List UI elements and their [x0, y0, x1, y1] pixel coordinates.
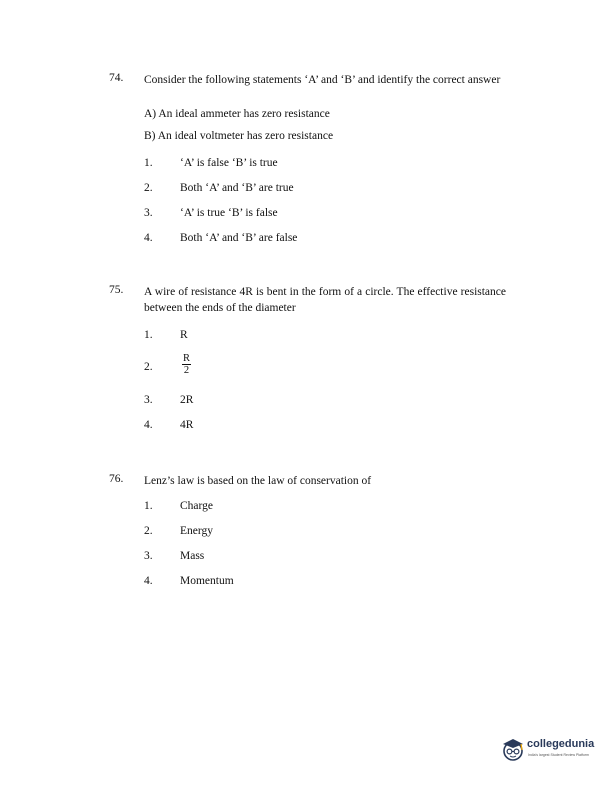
option-4 [144, 419, 444, 435]
option-text: 2R [180, 394, 194, 406]
option-number: 2. [144, 182, 153, 194]
option-number: 2. [144, 361, 153, 373]
question-text: A wire of resistance 4R is bent in the form of a circle. The effective resistance between the ends of the diameter [144, 286, 506, 314]
statement-b: B) An ideal voltmeter has zero resistance [144, 130, 334, 142]
option-text: Both ‘A’ and ‘B’ are true [180, 182, 294, 194]
fraction-numerator: R [183, 353, 191, 364]
brand-tagline: India's largest Student Review Platform [528, 753, 589, 757]
question-number: 74. [109, 72, 124, 84]
option-1 [144, 500, 444, 516]
statement-a: A) An ideal ammeter has zero resistance [144, 108, 330, 120]
question-number: 76. [109, 473, 124, 485]
collegedunia-logo [500, 735, 600, 765]
option-4 [144, 575, 444, 591]
option-3 [144, 550, 444, 566]
fraction-denominator: 2 [183, 365, 190, 376]
option-2 [144, 525, 444, 541]
option-number: 3. [144, 550, 153, 562]
fraction-r-over-2 [182, 353, 191, 376]
mascot-icon [500, 737, 526, 763]
option-4 [144, 232, 444, 248]
question-text: Lenz’s law is based on the law of conservation of [144, 475, 372, 487]
option-number: 2. [144, 525, 153, 537]
option-1 [144, 157, 444, 173]
option-text: 4R [180, 419, 194, 431]
option-3 [144, 394, 444, 410]
option-2 [144, 353, 444, 377]
option-number: 1. [144, 157, 153, 169]
option-number: 4. [144, 232, 153, 244]
option-1 [144, 329, 444, 345]
option-number: 4. [144, 419, 153, 431]
option-number: 1. [144, 500, 153, 512]
option-text: Energy [180, 525, 214, 537]
option-number: 3. [144, 394, 153, 406]
brand-name: collegedunia [527, 738, 595, 750]
option-text: Both ‘A’ and ‘B’ are false [180, 232, 298, 244]
option-number: 4. [144, 575, 153, 587]
option-text: Mass [180, 550, 205, 562]
option-3 [144, 207, 444, 223]
option-number: 3. [144, 207, 153, 219]
option-2 [144, 182, 444, 198]
option-text: Charge [180, 500, 214, 512]
option-text: ‘A’ is true ‘B’ is false [180, 207, 278, 219]
option-text: ‘A’ is false ‘B’ is true [180, 157, 278, 169]
option-number: 1. [144, 329, 153, 341]
option-text: R [180, 329, 188, 341]
option-text: Momentum [180, 575, 234, 587]
question-text: Consider the following statements ‘A’ and ‘B’ and identify the correct answer [144, 74, 501, 86]
question-number: 75. [109, 284, 124, 296]
